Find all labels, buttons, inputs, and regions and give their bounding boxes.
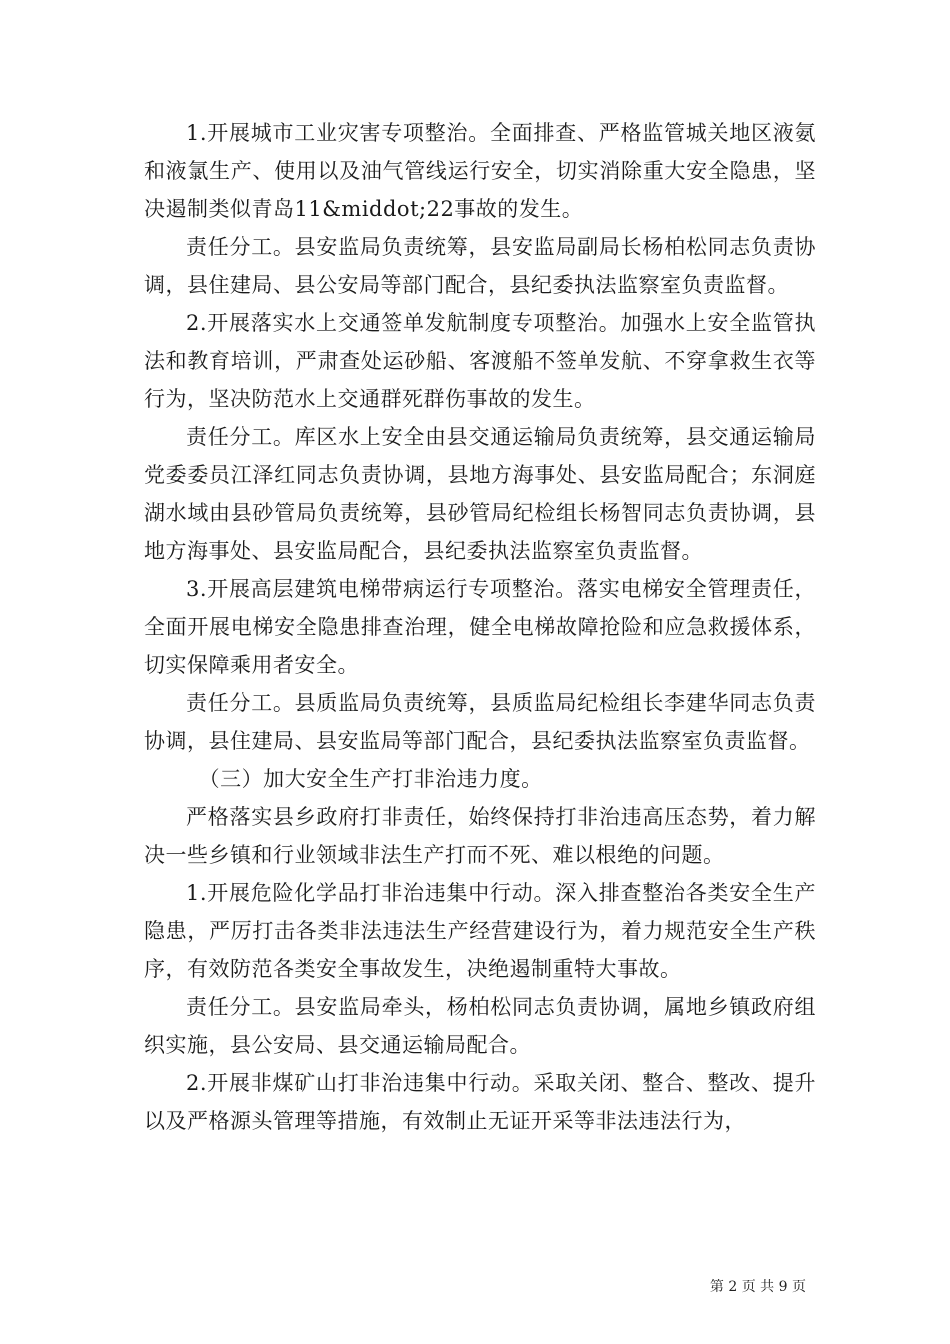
paragraph-2: 责任分工。县安监局负责统筹，县安监局副局长杨柏松同志负责协调，县住建局、县公安局等部门配合，县纪委执法监察室负责监督。: [144, 235, 816, 297]
paragraph-8: 严格落实县乡政府打非责任，始终保持打非治违高压态势，着力解决一些乡镇和行业领域非法生产打而不死、难以根绝的问题。: [144, 805, 816, 867]
paragraph-4: 责任分工。库区水上安全由县交通运输局负责统筹，县交通运输局党委委员江泽红同志负责协调，县地方海事处、县安监局配合；东洞庭湖水域由县砂管局负责统筹，县砂管局纪检组长杨智同志负责协调，县地方海事处、县安监局配合，县纪委执法监察室负责监督。: [144, 425, 816, 563]
document-body: [144, 114, 816, 1140]
paragraph-10: 责任分工。县安监局牵头，杨柏松同志负责协调，属地乡镇政府组织实施，县公安局、县交通运输局配合。: [144, 995, 816, 1057]
paragraph-9: 1.开展危险化学品打非治违集中行动。深入排查整治各类安全生产隐患，严厉打击各类非法违法生产经营建设行为，着力规范安全生产秩序，有效防范各类安全事故发生，决绝遏制重特大事故。: [144, 881, 816, 981]
paragraph-6: 责任分工。县质监局负责统筹，县质监局纪检组长李建华同志负责协调，县住建局、县安监局等部门配合，县纪委执法监察室负责监督。: [144, 691, 816, 753]
paragraph-5: 3.开展高层建筑电梯带病运行专项整治。落实电梯安全管理责任，全面开展电梯安全隐患排查治理，健全电梯故障抢险和应急救援体系，切实保障乘用者安全。: [144, 577, 816, 677]
paragraph-11: 2.开展非煤矿山打非治违集中行动。采取关闭、整合、整改、提升以及严格源头管理等措施，有效制止无证开采等非法违法行为，: [144, 1071, 816, 1133]
page-number-footer: 第 2 页 共 9 页: [709, 1279, 806, 1295]
paragraph-1: 1.开展城市工业灾害专项整治。全面排查、严格监管城关地区液氨和液氯生产、使用以及油气管线运行安全，切实消除重大安全隐患，坚决遏制类似青岛11&middot;22事故的发生。: [144, 121, 816, 221]
paragraph-3: 2.开展落实水上交通签单发航制度专项整治。加强水上安全监管执法和教育培训，严肃查处运砂船、客渡船不签单发航、不穿拿救生衣等行为，坚决防范水上交通群死群伤事故的发生。: [144, 311, 816, 411]
section-heading: （三）加大安全生产打非治违力度。: [198, 767, 543, 791]
